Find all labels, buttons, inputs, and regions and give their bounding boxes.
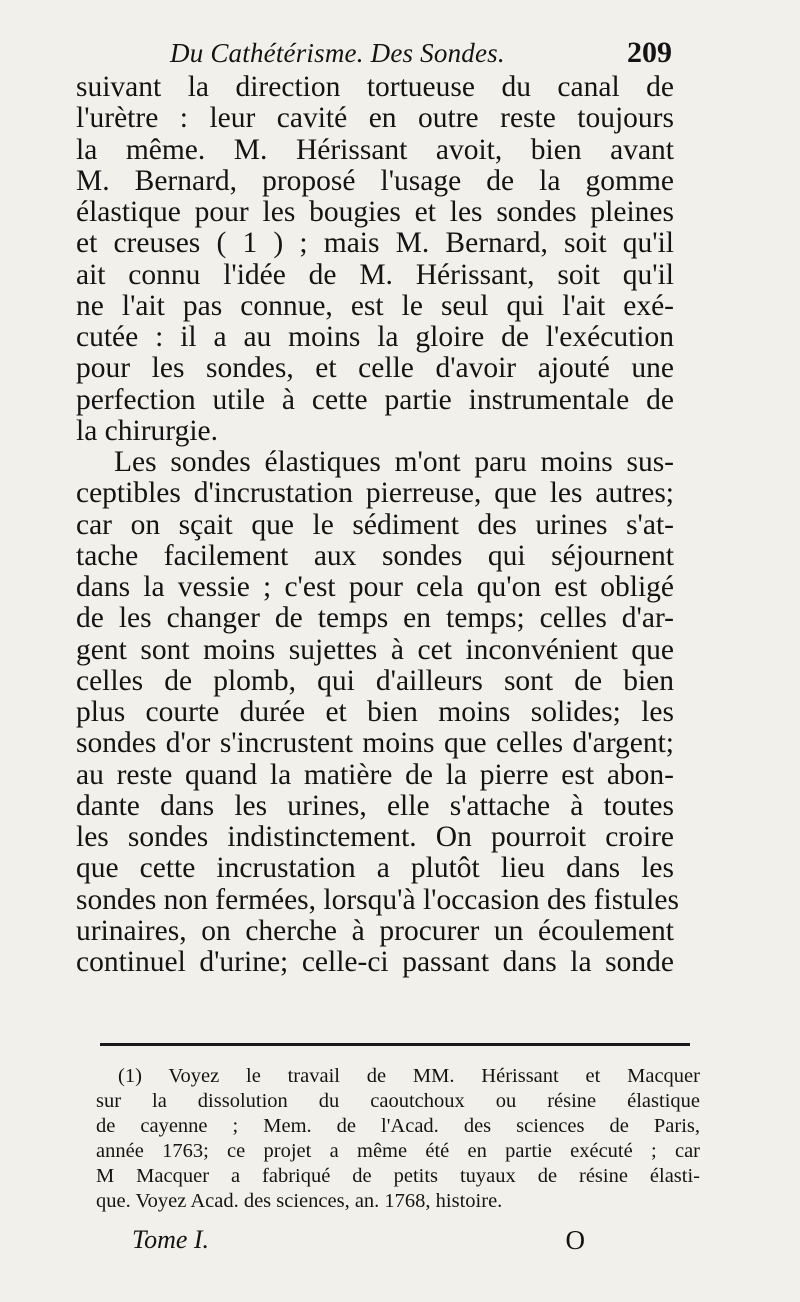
text-line: dante dans les urines, elle s'attache à toutes xyxy=(76,789,674,822)
text-line: que cette incrustation a plutôt lieu dans les xyxy=(76,852,674,885)
text-line: gent sont moins sujettes à cet inconvénient que xyxy=(76,633,674,666)
text-line: suivant la direction tortueuse du canal de xyxy=(76,71,674,103)
text-line: urinaires, on cherche à procurer un écoulement xyxy=(76,914,674,947)
text-line: ceptibles d'incrustation pierreuse, que les autres; xyxy=(76,477,674,510)
footnote-rule xyxy=(100,1043,690,1046)
footnote-line: M Macquer a fabriqué de petits tuyaux de résine élasti- xyxy=(96,1165,700,1187)
footnote xyxy=(96,1064,700,1214)
text-line: Les sondes élastiques m'ont paru moins sus- xyxy=(114,446,674,478)
text-line: plus courte durée et bien moins solides; les xyxy=(76,696,674,728)
text-line: sondes d'or s'incrustent moins que celles d'argent; xyxy=(76,727,674,760)
footnote-line: (1) Voyez le travail de MM. Hérissant et Macquer xyxy=(118,1065,700,1087)
text-line: celles de plomb, qui d'ailleurs sont de bien xyxy=(76,664,674,697)
text-line: M. Bernard, proposé l'usage de la gomme xyxy=(76,164,674,197)
text-line: de les changer de temps en temps; celles d'ar- xyxy=(76,602,674,635)
footnote-line: année 1763; ce projet a même été en partie exécuté ; car xyxy=(96,1140,700,1162)
footnote-line: sur la dissolution du caoutchoux ou résine élastique xyxy=(96,1090,700,1112)
page-number: 209 xyxy=(627,36,672,69)
text-line: la même. M. Hérissant avoit, bien avant xyxy=(76,133,674,166)
text-line: élastique pour les bougies et les sondes pleines xyxy=(76,196,674,228)
text-line: car on sçait que le sédiment des urines s'at- xyxy=(76,508,674,541)
footnote-line: que. Voyez Acad. des sciences, an. 1768, histoire. xyxy=(96,1190,503,1212)
text-line: tache facilement aux sondes qui séjournent xyxy=(76,539,674,572)
main-text xyxy=(76,71,679,978)
text-line: perfection utile à cette partie instrumentale de xyxy=(76,383,674,416)
paragraph-1 xyxy=(76,72,674,447)
text-line: les sondes indistinctement. On pourroit croire xyxy=(76,821,674,853)
signature-mark: O xyxy=(565,1225,585,1255)
running-title: Du Cathétérisme. Des Sondes. xyxy=(170,38,505,68)
paragraph-2 xyxy=(76,446,679,978)
text-line: pour les sondes, et celle d'avoir ajouté une xyxy=(76,352,674,385)
text-line: au reste quand la matière de la pierre est abon- xyxy=(76,758,674,791)
text-line: dans la vessie ; c'est pour cela qu'on est obligé xyxy=(76,571,674,603)
text-line: sondes non fermées, lorsqu'à l'occasion des fistules xyxy=(76,883,679,916)
text-line: continuel d'urine; celle-ci passant dans la sonde xyxy=(76,946,674,978)
text-line: l'urètre : leur cavité en outre reste toujours xyxy=(76,102,674,135)
footnote-line: de cayenne ; Mem. de l'Acad. des sciences de Paris, xyxy=(96,1115,700,1137)
text-line: et creuses ( 1 ) ; mais M. Bernard, soit qu'il xyxy=(76,227,674,260)
page-header xyxy=(170,34,672,74)
text-line: ne l'ait pas connue, est le seul qui l'ait exé- xyxy=(76,289,674,322)
text-line: cutée : il a au moins la gloire de l'exécution xyxy=(76,321,674,353)
volume-label: Tome I. xyxy=(132,1225,210,1254)
text-line: ait connu l'idée de M. Hérissant, soit qu'il xyxy=(76,258,674,291)
text-line: la chirurgie. xyxy=(76,414,218,447)
